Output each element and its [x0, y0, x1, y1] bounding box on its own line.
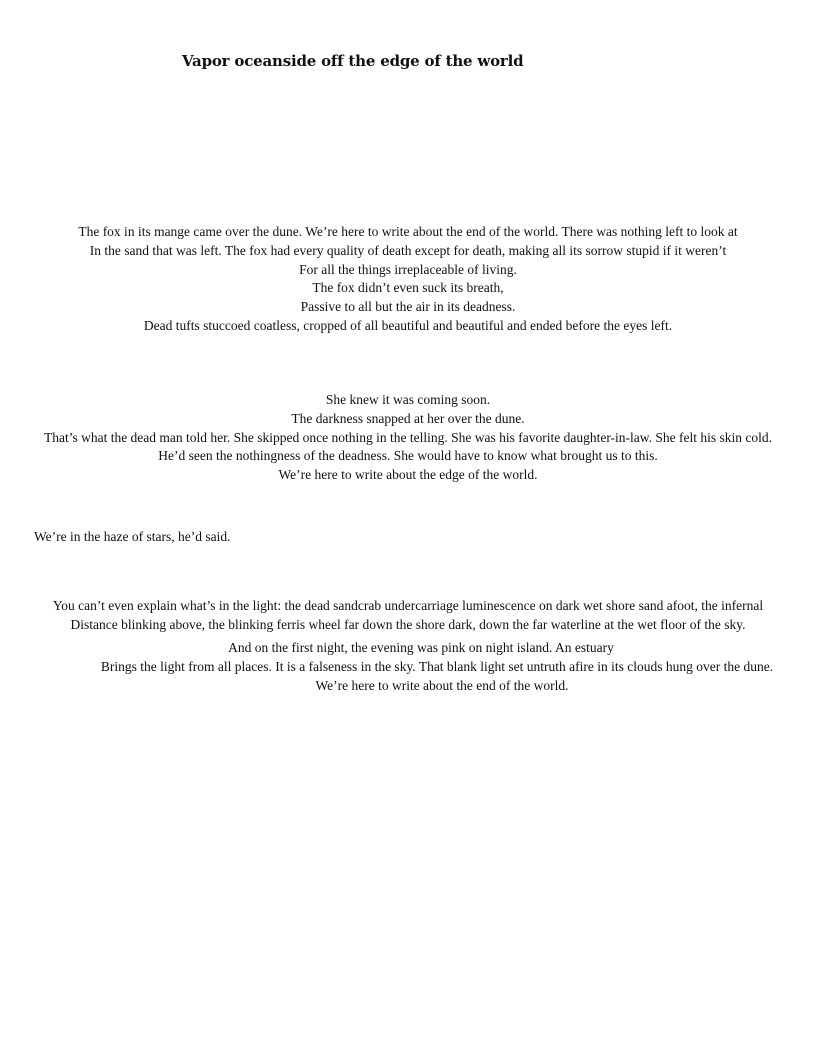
stanza-1 — [0, 223, 816, 336]
stanza-line: That’s what the dead man told her. She skipped once nothing in the telling. She was his favorite daughter-in-law. She felt his skin cold. — [43, 429, 773, 445]
stanza-5 — [0, 639, 816, 695]
stanza-line: Passive to all but the air in its deadness. — [300, 299, 516, 315]
stanza-line: We’re in the haze of stars, he’d said. — [34, 529, 231, 544]
stanza-line: He’d seen the nothingness of the deadness. She would have to know what brought us to this. — [158, 448, 658, 464]
stanza-4 — [0, 597, 816, 635]
stanza-line: Brings the light from all places. It is a falseness in the sky. That blank light set untruth afire in its clouds hung over the dune. — [100, 658, 774, 674]
stanza-line: The fox didn’t even suck its breath, — [312, 280, 504, 296]
stanza-line: We’re here to write about the end of the world. — [315, 677, 569, 693]
stanza-line: We’re here to write about the edge of the world. — [278, 467, 538, 483]
stanza-line: You can’t even explain what’s in the light: the dead sandcrab undercarriage luminescence on dark wet shore sand afoot, the infernal — [52, 598, 764, 613]
stanza-line: Dead tufts stuccoed coatless, cropped of all beautiful and beautiful and ended before the eyes left. — [143, 317, 673, 333]
stanza-line: Distance blinking above, the blinking ferris wheel far down the shore dark, down the far waterline at the wet floor of the sky. — [70, 616, 746, 632]
stanza-line: She knew it was coming soon. — [325, 392, 491, 407]
stanza-line: And on the first night, the evening was pink on night island. An estuary — [228, 640, 614, 655]
stanza-line: In the sand that was left. The fox had every quality of death except for death, making all its sorrow stupid if it weren’t — [89, 242, 727, 258]
stanza-2 — [0, 391, 816, 485]
stanza-line: For all the things irreplaceable of living. — [299, 261, 517, 277]
document-title: Vapor oceanside off the edge of the world — [182, 52, 524, 70]
stanza-3 — [34, 528, 230, 547]
stanza-line: The darkness snapped at her over the dune. — [291, 410, 525, 426]
stanza-line: The fox in its mange came over the dune. We’re here to write about the end of the world. There was nothing left to look at — [78, 224, 738, 239]
